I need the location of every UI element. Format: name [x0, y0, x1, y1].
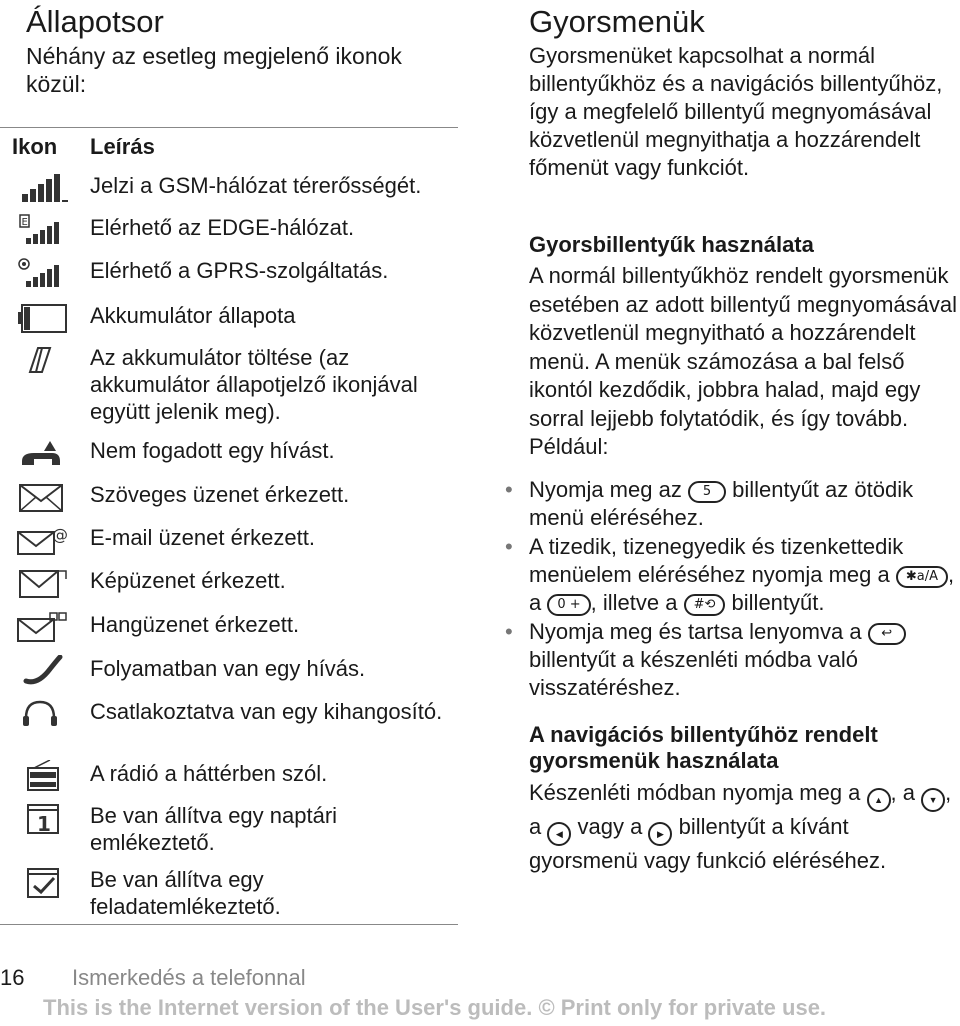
nav-down-icon: ▼	[921, 788, 945, 812]
row-description: Elérhető az EDGE-hálózat.	[90, 215, 355, 240]
row-description: Be van állítva egy naptári emlékeztető.	[90, 803, 338, 855]
row-description: Szöveges üzenet érkezett.	[90, 482, 350, 507]
charging-icon	[16, 344, 68, 376]
list-item: • Nyomja meg és tartsa lenyomva a ↩ billentyűt a készenléti módba való visszatéréshez.	[529, 618, 959, 702]
svg-text:E: E	[21, 217, 28, 228]
table-top-rule	[0, 127, 458, 128]
bullet-dot: •	[505, 477, 513, 502]
svg-text:1: 1	[37, 812, 51, 834]
row-description: Folyamatban van egy hívás.	[90, 656, 366, 681]
battery-icon	[16, 302, 68, 334]
table-header-description: Leírás	[90, 134, 155, 159]
task-reminder-icon	[16, 866, 68, 898]
svg-text:@: @	[52, 525, 68, 544]
email-message-icon	[16, 524, 68, 556]
row-description: Elérhető a GPRS-szolgáltatás.	[90, 258, 389, 283]
row-description: Jelzi a GSM-hálózat térerősségét.	[90, 173, 422, 198]
row-description: Hangüzenet érkezett.	[90, 612, 300, 637]
row-description: Képüzenet érkezett.	[90, 568, 286, 593]
nav-shortcuts-subheading: A navigációs billentyűhöz rendelt gyorsmenük használata	[529, 722, 878, 773]
nav-left-icon: ◀	[547, 822, 571, 846]
row-description: E-mail üzenet érkezett.	[90, 525, 315, 550]
gprs-icon	[16, 257, 68, 289]
edge-network-icon	[16, 214, 68, 246]
key-5-icon: 5	[688, 481, 726, 503]
page-number: 16	[0, 965, 25, 990]
status-bar-intro: Néhány az esetleg megjelenő ikonok közül:	[26, 43, 402, 97]
nav-right-icon: ▶	[648, 822, 672, 846]
table-bottom-rule	[0, 924, 458, 925]
key-zero-icon: 0 +	[547, 594, 590, 616]
key-back-icon: ↩	[868, 623, 906, 645]
row-description: Akkumulátor állapota	[90, 303, 296, 328]
ongoing-call-icon	[16, 655, 68, 687]
hotkeys-subheading: Gyorsbillentyűk használata	[529, 232, 814, 257]
handsfree-icon	[16, 698, 68, 730]
footer-section-title: Ismerkedés a telefonnal	[72, 965, 306, 990]
nav-shortcuts-text: Készenléti módban nyomja meg a ▲ , a ▼ , a ◀ vagy a ▶ billentyűt a kívánt gyorsmenü vagy funkció eléréséhez.	[529, 780, 952, 873]
shortcuts-intro: Gyorsmenüket kapcsolhat a normál billentyűkhöz és a navigációs billentyűhöz, így a megfelelő billentyű megnyomásával közvetlenül megnyithatja a hozzárendelt főmenüt vagy funkciót.	[529, 43, 943, 180]
hotkeys-text: A normál billentyűkhöz rendelt gyorsmenük esetében az adott billentyű megnyomásával közvetlenül megnyitható a hozzárendelt menü. A menük számozása a bal felső ikontól kezdődik, jobbra halad, majd egy sorral lejjebb folytatódik, és így tovább. Például:	[529, 263, 958, 459]
voice-message-icon	[16, 611, 68, 643]
row-description: A rádió a háttérben szól.	[90, 761, 328, 786]
calendar-reminder-icon	[16, 802, 68, 834]
text-message-icon	[16, 481, 68, 513]
bullet-dot: •	[505, 534, 513, 559]
row-description: Nem fogadott egy hívást.	[90, 438, 335, 463]
status-bar-title: Állapotsor	[26, 4, 164, 39]
row-description: Az akkumulátor töltése (az akkumulátor állapotjelző ikonjával együtt jelenik meg).	[90, 345, 418, 424]
table-header-icon: Ikon	[12, 134, 58, 159]
missed-call-icon	[16, 437, 68, 469]
key-hash-icon: #⟲	[684, 594, 726, 616]
signal-strength-icon	[16, 172, 68, 204]
shortcuts-title: Gyorsmenük	[529, 4, 705, 39]
row-description: Csatlakoztatva van egy kihangosító.	[90, 699, 443, 724]
radio-icon	[16, 760, 68, 792]
list-item: • Nyomja meg az 5 billentyűt az ötödik menü eléréséhez.	[505, 477, 914, 530]
row-description: Be van állítva egy feladatemlékeztető.	[90, 867, 281, 919]
list-item: • A tizedik, tizenegyedik és tizenkettedik menüelem eléréséhez nyomja meg a ✱a/A , a 0 + , illetve a #⟲ billentyűt.	[505, 534, 955, 615]
nav-up-icon: ▲	[867, 788, 891, 812]
picture-message-icon	[16, 567, 68, 599]
key-star-icon: ✱a/A	[896, 566, 948, 588]
bullet-dot: •	[505, 619, 513, 644]
footer-disclaimer: This is the Internet version of the User's guide. © Print only for private use.	[43, 995, 827, 1020]
